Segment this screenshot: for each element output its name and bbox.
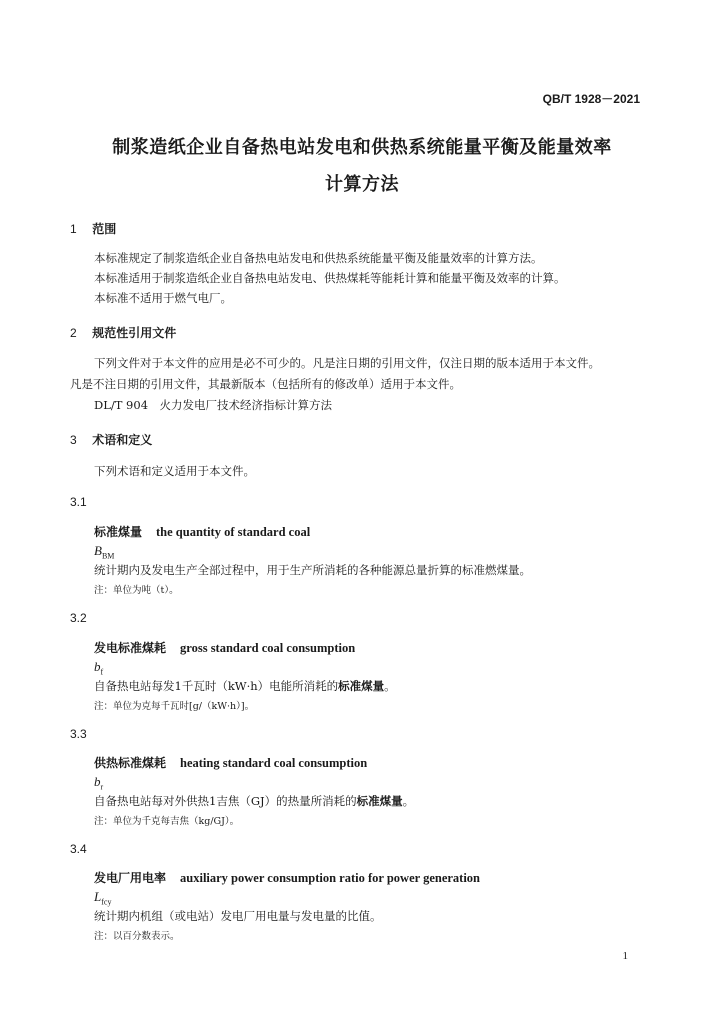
section-title: 规范性引用文件 [92, 326, 177, 340]
section-heading-terms [70, 431, 152, 448]
clause-number: 3.1 [70, 495, 87, 509]
paragraph: 本标准规定了制浆造纸企业自备热电站发电和供热系统能量平衡及能量效率的计算方法。 [94, 251, 543, 265]
standard-number: QB/T 1928－2021 [542, 92, 640, 106]
term-cn: 供热标准煤耗 [94, 756, 167, 770]
term-symbol: $L_{fcy}$ [94, 889, 112, 907]
term-definition: 自备热电站每对外供热1吉焦（GJ）的热量所消耗的标准煤量。 [94, 794, 415, 808]
paragraph: 本标准适用于制浆造纸企业自备热电站发电、供热煤耗等能耗计算和能量平衡及效率的计算。 [94, 271, 566, 285]
term-en: auxiliary power consumption ratio for power generation [180, 871, 481, 885]
term-en: gross standard coal consumption [180, 641, 356, 655]
term-note: 注：以百分数表示。 [94, 931, 180, 942]
section-number: 1 [70, 222, 77, 236]
section-number: 2 [70, 326, 77, 340]
section-title: 术语和定义 [92, 433, 153, 447]
term-heading [94, 754, 367, 771]
paragraph: 本标准不适用于燃气电厂。 [94, 291, 232, 305]
term-heading [94, 869, 480, 886]
term-heading [94, 523, 310, 540]
term-symbol: $b_f$ [94, 659, 104, 677]
section-heading-scope [70, 220, 116, 237]
document-title-line-2: 计算方法 [325, 174, 399, 195]
term-note: 注：单位为千克每吉焦（kg/GJ）。 [94, 816, 240, 827]
clause-number: 3.2 [70, 611, 87, 625]
term-cn: 发电标准煤耗 [94, 641, 167, 655]
term-en: the quantity of standard coal [156, 525, 311, 539]
term-cn: 发电厂用电率 [94, 871, 167, 885]
term-definition: 自备热电站每发1千瓦时（kW·h）电能所消耗的标准煤量。 [94, 679, 396, 693]
clause-number: 3.3 [70, 727, 87, 741]
page-number: 1 [622, 950, 628, 962]
section-title: 范围 [92, 222, 117, 236]
section-number: 3 [70, 433, 77, 447]
reference-item: DL/T 904 火力发电厂技术经济指标计算方法 [94, 398, 333, 412]
term-en: heating standard coal consumption [180, 756, 368, 770]
term-cn: 标准煤量 [94, 525, 143, 539]
section-heading-normative-references [70, 324, 176, 341]
paragraph: 下列文件对于本文件的应用是必不可少的。凡是注日期的引用文件，仅注日期的版本适用于本文件。 [94, 356, 600, 370]
paragraph: 凡是不注日期的引用文件，其最新版本（包括所有的修改单）适用于本文件。 [70, 377, 461, 391]
clause-number: 3.4 [70, 842, 87, 856]
term-symbol: $b_r$ [94, 774, 104, 792]
term-definition: 统计期内机组（或电站）发电厂用电量与发电量的比值。 [94, 909, 382, 923]
paragraph: 下列术语和定义适用于本文件。 [94, 464, 255, 478]
document-title-line-1: 制浆造纸企业自备热电站发电和供热系统能量平衡及能量效率 [112, 137, 612, 158]
term-heading [94, 639, 355, 656]
term-note: 注：单位为克每千瓦时[g/（kW·h）]。 [94, 701, 255, 712]
term-definition: 统计期内及发电生产全部过程中，用于生产所消耗的各种能源总量折算的标准燃煤量。 [94, 563, 531, 577]
term-symbol: $B_{BM}$ [94, 543, 115, 561]
term-note: 注：单位为吨（t）。 [94, 585, 179, 596]
